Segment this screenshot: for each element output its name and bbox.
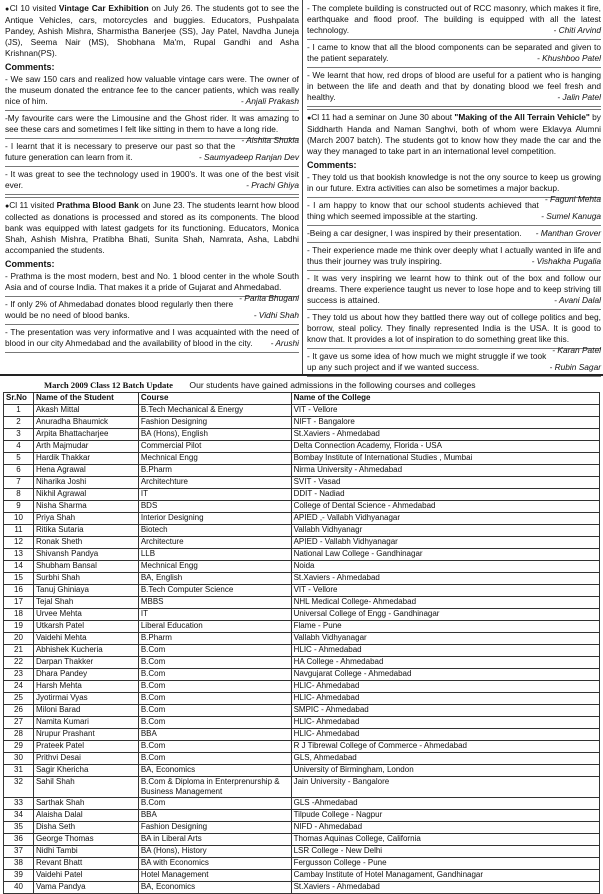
cell-college: HA College - Ahmedabad [291, 657, 599, 669]
comment-author: - Rubin Sagar [549, 362, 601, 372]
cell-student-name: Miloni Barad [33, 705, 138, 717]
comment-separator [307, 39, 601, 40]
comment-author: - Sumel Kanuga [541, 211, 601, 221]
cell-college: Jain University - Bangalore [291, 777, 599, 798]
cell-student-name: Priya Shah [33, 513, 138, 525]
table-row [4, 753, 600, 765]
cell-college: DDIT - Nadiad [291, 489, 599, 501]
comment-item [307, 245, 601, 267]
comment-text: -My favourite cars were the Limousine and the Ghost rider. It was amazing to see these cars and sometimes I felt like sitting in them to have a long ride. [5, 113, 299, 134]
cell-course: Mechnical Engg [138, 453, 291, 465]
comment-separator [307, 309, 601, 310]
cell-srno: 14 [4, 561, 34, 573]
cell-student-name: Harsh Mehta [33, 681, 138, 693]
cell-college: Flame - Pune [291, 621, 599, 633]
cell-srno: 33 [4, 798, 34, 810]
comments-heading: Comments: [5, 259, 55, 269]
cell-course: Interior Designing [138, 513, 291, 525]
cell-student-name: Utkarsh Patel [33, 621, 138, 633]
table-row [4, 573, 600, 585]
table-row [4, 645, 600, 657]
cell-course: Mechnical Engg [138, 561, 291, 573]
cell-college: St.Xaviers - Ahmedabad [291, 882, 599, 894]
cell-srno: 24 [4, 681, 34, 693]
cell-college: SVIT - Vasad [291, 477, 599, 489]
column-header-course: Course [138, 393, 291, 405]
cell-college: VIT - Vellore [291, 405, 599, 417]
table-row [4, 465, 600, 477]
cell-student-name: Nidhi Tambi [33, 846, 138, 858]
cell-srno: 39 [4, 870, 34, 882]
cell-srno: 30 [4, 753, 34, 765]
cell-student-name: Alaisha Dalal [33, 810, 138, 822]
cell-college: HLIC- Ahmedabad [291, 693, 599, 705]
cell-college: Vallabh Vidhyanagar [291, 633, 599, 645]
cell-srno: 1 [4, 405, 34, 417]
cell-srno: 35 [4, 822, 34, 834]
cell-srno: 12 [4, 537, 34, 549]
cell-course: B.Com [138, 693, 291, 705]
cell-srno: 22 [4, 657, 34, 669]
cell-course: BA in Liberal Arts [138, 834, 291, 846]
comment-author: - Parita Bhugani [239, 293, 299, 303]
comment-text: - We learnt that how, red drops of blood are useful for a patient who is hanging in between the life and death and that by donating blood we feel fresh and healthy. [307, 70, 601, 102]
cell-student-name: Nikhil Agrawal [33, 489, 138, 501]
table-row [4, 777, 600, 798]
cell-course: BBA [138, 810, 291, 822]
cell-course: B.Com [138, 645, 291, 657]
cell-srno: 7 [4, 477, 34, 489]
batch-update-section [0, 378, 603, 891]
cell-college: Navgujarat College - Ahmedabad [291, 669, 599, 681]
cell-college: VIT - Vellore [291, 585, 599, 597]
event-intro: Cl 11 had a seminar on June 30 about [311, 112, 455, 122]
comment-text: - Their experience made me think over deeply what I actually wanted in life and thus their journey was truly inspiring. [307, 245, 601, 266]
event-paragraph [307, 112, 601, 157]
table-row [4, 585, 600, 597]
cell-srno: 34 [4, 810, 34, 822]
cell-course: IT [138, 609, 291, 621]
cell-student-name: Jyotirmai Vyas [33, 693, 138, 705]
cell-college: HLIC- Ahmedabad [291, 729, 599, 741]
cell-srno: 8 [4, 489, 34, 501]
table-row [4, 441, 600, 453]
cell-student-name: Hardik Thakkar [33, 453, 138, 465]
cell-course: BBA [138, 729, 291, 741]
comment-item [5, 327, 299, 349]
event-title: Vintage Car Exhibition [58, 3, 149, 13]
table-row [4, 810, 600, 822]
newsletter-articles [0, 0, 603, 376]
comment-separator [5, 194, 299, 195]
table-row [4, 417, 600, 429]
comment-author: - Jalin Patel [557, 92, 601, 102]
comment-author: - Manthan Grover [535, 228, 601, 238]
section-separator [5, 197, 299, 198]
comment-author: - Vishakha Pugalia [531, 256, 601, 266]
comment-item [5, 169, 299, 191]
comment-author: - Aishita Shukla [241, 135, 299, 145]
cell-srno: 16 [4, 585, 34, 597]
cell-student-name: Shubham Bansal [33, 561, 138, 573]
comment-item [307, 172, 601, 204]
cell-srno: 15 [4, 573, 34, 585]
comment-author: - Saumyadeep Ranjan Dev [198, 152, 299, 162]
cell-student-name: Prithvi Desai [33, 753, 138, 765]
cell-college: GLS -Ahmedabad [291, 798, 599, 810]
cell-student-name: Surbhi Shah [33, 573, 138, 585]
cell-student-name: Akash Mittal [33, 405, 138, 417]
cell-college: Bombay Institute of International Studies , Mumbai [291, 453, 599, 465]
column-header-college: Name of the College [291, 393, 599, 405]
table-row [4, 693, 600, 705]
cell-course: B.Com & Diploma in Enterprenurship & Business Management [138, 777, 291, 798]
event-details: by Siddharth Handa and Naman Sanghvi, both of whom were Eklavya Alumni (March 2007 batch). The students got to know how they made the car and the way they managed to take part in an international level competition. [307, 112, 601, 156]
event-paragraph [5, 3, 299, 59]
cell-college: SMPIC - Ahmedabad [291, 705, 599, 717]
comment-text: - I learnt that it is necessary to preserve our past so that the future generation can learn from it. [5, 141, 236, 162]
comment-text: - Prathma is the most modern, best and No. 1 blood center in the whole South Asia and of course India. That makes it a pride of Gujarat and Ahmedabad. [5, 271, 299, 292]
cell-course: Fashion Designing [138, 822, 291, 834]
cell-course: IT [138, 489, 291, 501]
table-row [4, 405, 600, 417]
cell-srno: 25 [4, 693, 34, 705]
cell-college: Thomas Aquinas College, California [291, 834, 599, 846]
cell-srno: 20 [4, 633, 34, 645]
column-divider [302, 0, 303, 374]
cell-srno: 26 [4, 705, 34, 717]
comment-separator [307, 225, 601, 226]
table-row [4, 858, 600, 870]
table-row [4, 765, 600, 777]
cell-srno: 21 [4, 645, 34, 657]
cell-student-name: Anuradha Bhaumick [33, 417, 138, 429]
comment-text: - We saw 150 cars and realized how valuable vintage cars were. The owner of the museum donated the entrance fee to the cancer patients, which was really nice of him. [5, 74, 299, 106]
right-column [307, 3, 601, 379]
comment-separator [5, 166, 299, 167]
comment-text: - If only 2% of Ahmedabad donates blood regularly then there would be no need of blood banks. [5, 299, 234, 320]
cell-course: B.Com [138, 753, 291, 765]
cell-srno: 37 [4, 846, 34, 858]
comment-text: - It gave us some idea of how much we might struggle if we took up any such project and if we wanted success. [307, 351, 547, 372]
comment-separator [307, 376, 601, 377]
left-column [5, 3, 299, 355]
table-row [4, 489, 600, 501]
cell-srno: 2 [4, 417, 34, 429]
cell-course: BDS [138, 501, 291, 513]
comment-author: - Chiti Arvind [553, 25, 601, 35]
event-paragraph [5, 200, 299, 256]
cell-college: Tilpude College - Nagpur [291, 810, 599, 822]
cell-course: B.Com [138, 705, 291, 717]
cell-srno: 4 [4, 441, 34, 453]
batch-update-subtitle: Our students have gained admissions in the following courses and colleges [189, 380, 476, 390]
cell-course: BA, Economics [138, 765, 291, 777]
cell-student-name: Namita Kumari [33, 717, 138, 729]
cell-student-name: Vama Pandya [33, 882, 138, 894]
table-row [4, 717, 600, 729]
table-row [4, 561, 600, 573]
cell-college: Cambay Institute of Hotel Managament, Gandhinagar [291, 870, 599, 882]
cell-student-name: Ritika Sutaria [33, 525, 138, 537]
cell-course: Liberal Education [138, 621, 291, 633]
cell-college: Noida [291, 561, 599, 573]
cell-student-name: Nisha Sharma [33, 501, 138, 513]
comment-author: - Anjali Prakash [240, 96, 299, 106]
cell-course: BA (Hons), History [138, 846, 291, 858]
cell-college: HLIC- Ahmedabad [291, 681, 599, 693]
cell-course: B.Com [138, 681, 291, 693]
comment-separator [5, 110, 299, 111]
cell-course: B.Com [138, 741, 291, 753]
cell-college: R J Tibrewal College of Commerce - Ahmedabad [291, 741, 599, 753]
comment-item [5, 74, 299, 107]
comment-text: - They told us about how they battled there way out of college politics and beg, borrow, steal policy. They finally represented India is the USA. It is good to know that. It provides a lot of inspiration to do something great like this. [307, 312, 601, 344]
cell-srno: 40 [4, 882, 34, 894]
cell-college: St.Xaviers - Ahmedabad [291, 429, 599, 441]
table-row [4, 525, 600, 537]
cell-student-name: Ronak Sheth [33, 537, 138, 549]
cell-srno: 29 [4, 741, 34, 753]
cell-student-name: Abhishek Kucheria [33, 645, 138, 657]
cell-course: B.Com [138, 657, 291, 669]
cell-course: B.Pharm [138, 633, 291, 645]
cell-student-name: Sagir Khericha [33, 765, 138, 777]
event-intro: Cl 11 visited [9, 200, 57, 210]
cell-course: B.Com [138, 717, 291, 729]
comment-author: - Khushboo Patel [536, 53, 601, 63]
comment-item [307, 273, 601, 306]
cell-student-name: Prateek Patel [33, 741, 138, 753]
batch-update-title: March 2009 Class 12 Batch Update [44, 380, 173, 390]
table-row [4, 729, 600, 741]
event-details: on June 23. The students learnt how blood collected as donations is processed and stored as its components. The blood bank was equipped with latest gadgets for its functioning. Educators, Monica Shah, Ashish Mishra, Pratibha Bhati, Sunita Shah, Namrata, Asha, Labdhi accompanied the students. [5, 200, 299, 255]
table-row [4, 549, 600, 561]
comment-separator [5, 352, 299, 353]
event-title: Prathma Blood Bank [56, 200, 139, 210]
cell-course: BA, Economics [138, 882, 291, 894]
comment-text: - The presentation was very informative and I was acquainted with the need of blood in our city Ahmedabad and the availability of blood in the city. [5, 327, 299, 348]
comments-heading: Comments: [307, 160, 357, 170]
table-row [4, 834, 600, 846]
cell-college: College of Dental Science - Ahmedabad [291, 501, 599, 513]
comment-author: - Avani Dalal [554, 295, 601, 305]
table-row [4, 669, 600, 681]
cell-college: Universal College of Engg - Gandhinagar [291, 609, 599, 621]
cell-college: Nirma University - Ahmedabad [291, 465, 599, 477]
cell-student-name: Shivansh Pandya [33, 549, 138, 561]
table-row [4, 513, 600, 525]
comment-item [307, 3, 601, 36]
cell-srno: 38 [4, 858, 34, 870]
comment-author: - Prachi Ghiya [246, 180, 299, 190]
cell-student-name: Tejal Shah [33, 597, 138, 609]
comment-text: - It was very inspiring we learnt how to think out of the box and follow our dreams. There experience taught us never to lose hope and to keep striving till success is attained. [307, 273, 601, 305]
cell-student-name: Tanuj Ghiniaya [33, 585, 138, 597]
comment-text: - They told us that bookish knowledge is not the ony source to keep us growing in our future. Extra activities can also be sometimes a major backup. [307, 172, 601, 193]
cell-student-name: Vaidehi Patel [33, 870, 138, 882]
cell-srno: 31 [4, 765, 34, 777]
comment-separator [307, 270, 601, 271]
cell-srno: 28 [4, 729, 34, 741]
comment-separator [307, 106, 601, 107]
cell-course: B.Tech Mechanical & Energy [138, 405, 291, 417]
cell-course: Fashion Designing [138, 417, 291, 429]
table-row [4, 822, 600, 834]
comment-item [5, 271, 299, 303]
cell-college: University of Birmingham, London [291, 765, 599, 777]
table-row [4, 798, 600, 810]
cell-student-name: Arth Majmudar [33, 441, 138, 453]
cell-course: Hotel Management [138, 870, 291, 882]
table-row [4, 501, 600, 513]
cell-course: Architechture [138, 477, 291, 489]
comment-author: - Arushi [270, 338, 299, 348]
table-row [4, 621, 600, 633]
cell-srno: 36 [4, 834, 34, 846]
comment-item [307, 42, 601, 64]
cell-student-name: Urvee Mehta [33, 609, 138, 621]
comment-item [5, 113, 299, 145]
cell-college: LSR College - New Delhi [291, 846, 599, 858]
table-row [4, 846, 600, 858]
cell-college: Vallabh Vidhyanagr [291, 525, 599, 537]
comments-heading: Comments: [5, 62, 55, 72]
cell-srno: 9 [4, 501, 34, 513]
cell-college: GLS, Ahmedabad [291, 753, 599, 765]
comment-item [307, 70, 601, 103]
comment-item [307, 228, 601, 239]
event-intro: Cl 10 visited [9, 3, 59, 13]
comment-text: - I am happy to know that our school students achieved that thing which seemed impossible at the starting. [307, 200, 539, 221]
event-title: "Making of the All Terrain Vehicle" [454, 112, 590, 122]
cell-college: NIFT - Bangalore [291, 417, 599, 429]
cell-srno: 32 [4, 777, 34, 798]
cell-course: B.Com [138, 798, 291, 810]
table-row [4, 741, 600, 753]
cell-srno: 18 [4, 609, 34, 621]
table-row [4, 429, 600, 441]
table-row [4, 882, 600, 894]
comment-author: - Faguni Mehta [544, 194, 601, 204]
cell-srno: 27 [4, 717, 34, 729]
cell-srno: 3 [4, 429, 34, 441]
cell-student-name: Niharika Joshi [33, 477, 138, 489]
cell-course: BA, English [138, 573, 291, 585]
cell-course: B.Com [138, 669, 291, 681]
cell-srno: 10 [4, 513, 34, 525]
comment-text: - It was great to see the technology used in 1900's. It was one of the best visit ever. [5, 169, 299, 190]
cell-student-name: Dhara Pandey [33, 669, 138, 681]
cell-student-name: Revant Bhatt [33, 858, 138, 870]
comment-separator [307, 242, 601, 243]
cell-course: Commercial Pilot [138, 441, 291, 453]
cell-college: Delta Connection Academy, Florida - USA [291, 441, 599, 453]
cell-college: NHL Medical College- Ahmedabad [291, 597, 599, 609]
admissions-table [3, 392, 600, 894]
cell-student-name: Sarthak Shah [33, 798, 138, 810]
comment-separator [307, 67, 601, 68]
table-row [4, 609, 600, 621]
cell-srno: 5 [4, 453, 34, 465]
cell-student-name: Hena Agrawal [33, 465, 138, 477]
cell-college: Fergusson College - Pune [291, 858, 599, 870]
comment-text: -Being a car designer, I was inspired by their presentation. [307, 228, 522, 238]
table-row [4, 657, 600, 669]
comment-separator [5, 324, 299, 325]
comment-text: - I came to know that all the blood components can be separated and given to the patient separately. [307, 42, 601, 63]
cell-student-name: Arpita Bhattacharjee [33, 429, 138, 441]
cell-course: Biotech [138, 525, 291, 537]
cell-course: MBBS [138, 597, 291, 609]
cell-student-name: Sahil Shah [33, 777, 138, 798]
comment-author: - Vidhi Shah [253, 310, 299, 320]
cell-college: National Law College - Gandhinagar [291, 549, 599, 561]
cell-srno: 17 [4, 597, 34, 609]
cell-college: HLIC - Ahmedabad [291, 645, 599, 657]
cell-course: LLB [138, 549, 291, 561]
cell-srno: 19 [4, 621, 34, 633]
cell-course: Architecture [138, 537, 291, 549]
cell-college: HLIC- Ahmedabad [291, 717, 599, 729]
column-header-student: Name of the Student [33, 393, 138, 405]
cell-srno: 11 [4, 525, 34, 537]
table-row [4, 477, 600, 489]
table-row [4, 453, 600, 465]
event-details: on July 26. The students got to see the Antique Vehicles, cars, motorcycles and buggies. Educators, Pushpalata Pandey, Ashish Mishra, Sharmistha Banerjee (SS), Jay Patel, Navdha Juneja (JS), Seema Nair (MS), Shobhana Ma'm, Rupal Gandhi and Asha Krishnan(PS). [5, 3, 300, 58]
cell-student-name: Vaidehi Mehta [33, 633, 138, 645]
cell-course: B.Tech Computer Science [138, 585, 291, 597]
table-row [4, 870, 600, 882]
cell-college: APIED - Vallabh Vidhyanagar [291, 537, 599, 549]
cell-college: St.Xaviers - Ahmedabad [291, 573, 599, 585]
cell-student-name: Disha Seth [33, 822, 138, 834]
cell-course: BA with Economics [138, 858, 291, 870]
comment-item [307, 312, 601, 355]
comment-author: - Karan Patel [552, 345, 601, 355]
cell-srno: 23 [4, 669, 34, 681]
table-row [4, 705, 600, 717]
column-header-srno: Sr.No [4, 393, 34, 405]
table-row [4, 537, 600, 549]
cell-course: BA (Hons), English [138, 429, 291, 441]
comment-text: - The complete building is constructed out of RCC masonry, which makes it fire, earthquake and flood proof. The building is equipped with all the latest technology. [307, 3, 601, 35]
table-header-row [4, 393, 600, 405]
table-row [4, 633, 600, 645]
cell-student-name: Darpan Thakker [33, 657, 138, 669]
cell-college: NIFD - Ahmedabad [291, 822, 599, 834]
cell-course: B.Pharm [138, 465, 291, 477]
table-row [4, 681, 600, 693]
section-separator [307, 109, 601, 110]
cell-college: APIED ,- Vallabh Vidhyanagar [291, 513, 599, 525]
cell-srno: 13 [4, 549, 34, 561]
table-row [4, 597, 600, 609]
cell-student-name: Nrupur Prashant [33, 729, 138, 741]
cell-student-name: George Thomas [33, 834, 138, 846]
cell-srno: 6 [4, 465, 34, 477]
batch-update-header [4, 380, 476, 390]
